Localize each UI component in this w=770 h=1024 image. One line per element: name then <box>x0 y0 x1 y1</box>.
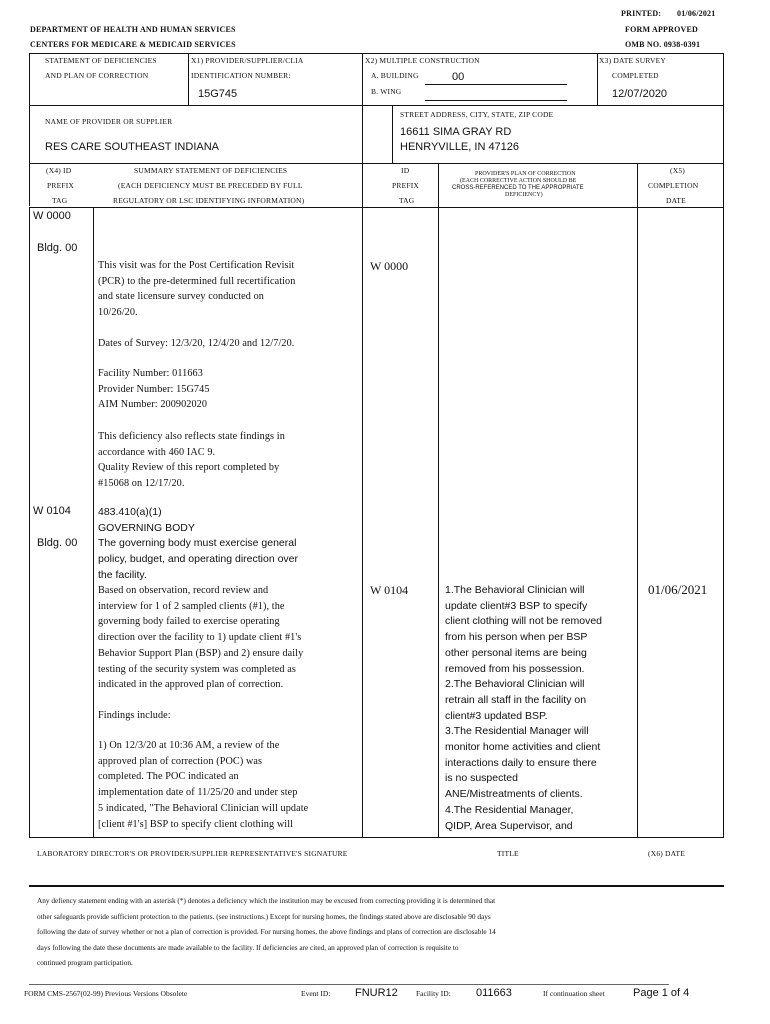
continuation-label: If continuation sheet <box>543 989 605 998</box>
visit-paragraph: This visit was for the Post Certification Revisit (PCR) to the pre-determined full recertification and state licensure survey conducted on 10/26/20. <box>98 260 296 319</box>
address-divider <box>392 106 393 164</box>
id-tag-w0000: W 0000 <box>370 259 409 273</box>
signature-rule <box>29 885 724 887</box>
plan-label-2: (EACH CORRECTIVE ACTION SHOULD BE <box>460 178 577 184</box>
x5-label-2: COMPLETION <box>648 181 699 190</box>
wing-label: B. WING <box>371 87 402 96</box>
x1-label-1: X1) PROVIDER/SUPPLIER/CLIA <box>191 56 304 65</box>
printed-date: 01/06/2021 <box>677 9 716 18</box>
statement-label-1: STATEMENT OF DEFICIENCIES <box>45 56 157 65</box>
x4-label-3: TAG <box>52 196 68 205</box>
governing-body-finding: Based on observation, record review and interview for 1 of 2 sampled clients (#1), the governing body failed to exercise operating direction over the facility to 1) update client #1's Behavior Support Plan (BSP) and 2) ensure daily testing of the security system was completed as indicated in the approved plan of correction. <box>98 585 304 691</box>
body-col-rule-4 <box>637 163 638 838</box>
x5-label-1: (X5) <box>670 166 685 175</box>
id-label-2: PREFIX <box>392 181 420 190</box>
title-label: TITLE <box>497 849 519 858</box>
address-label: STREET ADDRESS, CITY, STATE, ZIP CODE <box>400 110 554 119</box>
building-underline <box>425 84 567 85</box>
facility-id-label: Facility ID: <box>416 989 451 998</box>
building-label: A. BUILDING <box>371 71 419 80</box>
x3-label-2: COMPLETED <box>612 71 659 80</box>
regulation-text: 483.410(a)(1) GOVERNING BODY The governing body must exercise general policy, budget, and operating direction over the facility. <box>98 506 299 581</box>
x4-label-2: PREFIX <box>47 181 75 190</box>
survey-completed-date: 12/07/2020 <box>612 88 668 100</box>
department-name: DEPARTMENT OF HEALTH AND HUMAN SERVICES <box>30 25 236 34</box>
event-id-value: FNUR12 <box>355 987 398 999</box>
event-id-label: Event ID: <box>301 989 331 998</box>
disclosure-notice: Any defiency statement ending with an asterisk (*) denotes a deficiency which the institution may be excused from correcting providing it is determined that other safeguards provide sufficient protection to the patients. (see instructions.) Except for nursing homes, the findings stated above are disclosable 90 days following the date of survey whether or not a plan of correction is provided. For nursing homes, the above findings and plans of correction are disclosable 14 days following the date these documents are made available to the facility. If deficiencies are cited, an approved plan of correction is requisite to continued program participation. <box>37 896 496 967</box>
row-rule-1 <box>29 105 724 106</box>
row-rule-2 <box>29 163 724 164</box>
facility-id-value: 011663 <box>476 987 512 999</box>
findings-include: Findings include: <box>98 710 171 721</box>
finding-one: 1) On 12/3/20 at 10:36 AM, a review of the approved plan of correction (POC) was completed. The POC indicated an implementation date of 11/25/20 and under step 5 indicated, "The Behavioral Clinician will update [client #1's] BSP to specify client clothing will <box>98 740 309 830</box>
body-col-rule-2 <box>362 163 363 838</box>
body-bottom-rule <box>29 837 724 838</box>
state-findings: This deficiency also reflects state findings in accordance with 460 IAC 9. Quality Review of this report completed by #15068 on 12/17/20. <box>98 431 285 490</box>
summary-label-2: (EACH DEFICIENCY MUST BE PRECEDED BY FULL <box>118 181 303 190</box>
id-tag-w0104: W 0104 <box>370 583 409 597</box>
address-line-2: HENRYVILLE, IN 47126 <box>400 141 520 153</box>
signature-label: LABORATORY DIRECTOR'S OR PROVIDER/SUPPLIER REPRESENTATIVE'S SIGNATURE <box>37 849 348 858</box>
provider-number: 15G745 <box>198 88 238 100</box>
prefix-tag-w0104: W 0104 <box>33 505 71 517</box>
summary-label-1: SUMMARY STATEMENT OF DEFICIENCIES <box>134 166 288 175</box>
body-col-rule-3 <box>438 163 439 838</box>
building-value: 00 <box>452 71 465 83</box>
body-right-rule <box>723 163 724 838</box>
notice-rule <box>29 984 669 985</box>
page-number: Page 1 of 4 <box>633 987 690 999</box>
x5-label-3: DATE <box>666 196 686 205</box>
top-rule <box>29 53 724 54</box>
x4-label-1: (X4) ID <box>46 166 72 175</box>
building-tag-2: Bldg. 00 <box>37 537 78 549</box>
printed-label: PRINTED: <box>621 9 662 18</box>
wing-underline <box>425 100 567 101</box>
x2-label: X2) MULTIPLE CONSTRUCTION <box>365 56 480 65</box>
x6-date-label: (X6) DATE <box>648 849 686 858</box>
column-header-rule <box>29 207 724 208</box>
form-number: FORM CMS-2567(02-99) Previous Versions Obsolete <box>24 989 188 998</box>
plan-label-4: DEFICIENCY) <box>505 192 543 198</box>
provider-name-label: NAME OF PROVIDER OR SUPPLIER <box>45 117 173 126</box>
omb-number: OMB NO. 0938-0391 <box>625 40 701 49</box>
x1-label-2: IDENTIFICATION NUMBER: <box>191 71 291 80</box>
address-line-1: 16611 SIMA GRAY RD <box>400 126 512 138</box>
plan-of-correction-text: 1.The Behavioral Clinician will update client#3 BSP to specify client clothing will not be removed from his person when per BSP other personal items are being removed from his possession. 2.The Behavioral Clinician will retrain all staff in the facility on client#3 updated BSP. 3.The Residential Manager will monitor home activities and client interactions daily to ensure there is no suspected ANE/Mistreatments of clients. 4.The Residential Manager, QIDP, Area Supervisor, and <box>445 584 602 832</box>
divider-x1 <box>188 53 189 105</box>
form-approved: FORM APPROVED <box>625 25 699 34</box>
survey-dates: Dates of Survey: 12/3/20, 12/4/20 and 12/7/20. <box>98 338 295 349</box>
divider-x2 <box>362 53 363 164</box>
provider-name: RES CARE SOUTHEAST INDIANA <box>45 141 219 153</box>
divider-x3 <box>597 53 598 105</box>
x3-label-1: X3) DATE SURVEY <box>599 56 666 65</box>
left-rule <box>29 53 30 206</box>
body-col-rule-1 <box>93 207 94 838</box>
statement-label-2: AND PLAN OF CORRECTION <box>45 71 149 80</box>
facility-numbers: Facility Number: 011663 Provider Number: 15G745 AIM Number: 200902020 <box>98 368 210 411</box>
summary-label-3: REGULATORY OR LSC IDENTIFYING INFORMATION) <box>113 196 305 205</box>
plan-label-3: CROSS-REFERENCED TO THE APPROPRIATE <box>452 185 584 191</box>
id-label-1: ID <box>401 166 410 175</box>
body-left-rule <box>29 207 30 838</box>
id-label-3: TAG <box>399 196 415 205</box>
centers-name: CENTERS FOR MEDICARE & MEDICAID SERVICES <box>30 40 236 49</box>
completion-date: 01/06/2021 <box>648 582 708 597</box>
prefix-tag-w0000: W 0000 <box>33 210 71 222</box>
building-tag-1: Bldg. 00 <box>37 242 78 254</box>
plan-label-1: PROVIDER'S PLAN OF CORRECTION <box>475 171 576 177</box>
